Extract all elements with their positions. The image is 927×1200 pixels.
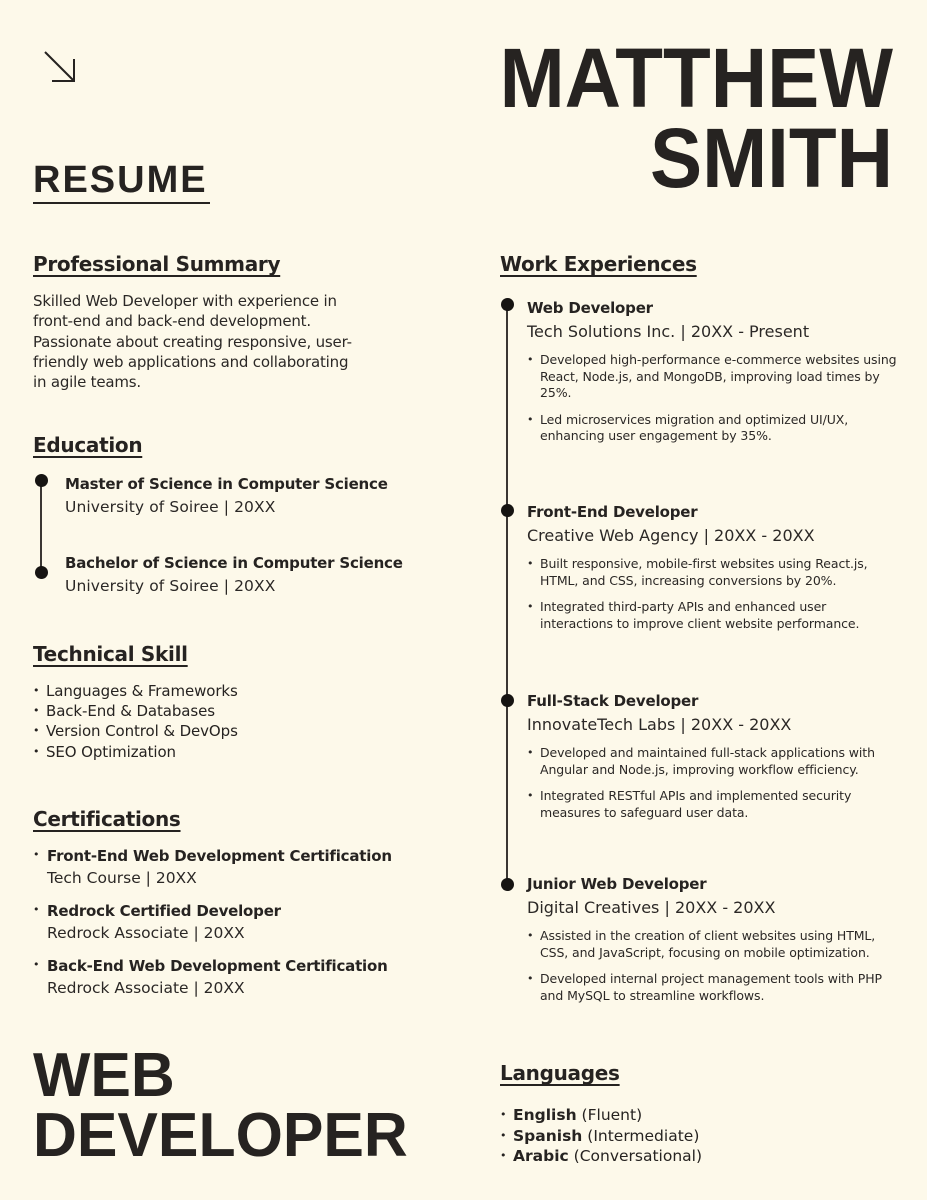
bullet: • bbox=[33, 903, 40, 916]
certifications-list bbox=[33, 847, 392, 1012]
role-line-1: WEB bbox=[33, 1041, 175, 1110]
work-timeline-dot bbox=[501, 694, 514, 707]
job-entry bbox=[527, 691, 897, 831]
job-entry bbox=[527, 298, 897, 455]
language-level: (Fluent) bbox=[581, 1106, 643, 1124]
job-title: Full-Stack Developer bbox=[527, 692, 699, 710]
job-company: Tech Solutions Inc. | 20XX - Present bbox=[527, 322, 810, 341]
name-first: MATTHEW bbox=[499, 31, 893, 125]
certification-name: Redrock Certified Developer bbox=[47, 902, 281, 920]
certification-issuer: Redrock Associate | 20XX bbox=[47, 924, 245, 942]
language-item bbox=[500, 1146, 702, 1167]
job-point: • Assisted in the creation of client websites using HTML, CSS, and JavaScript, focusing on mobile optimization. bbox=[527, 928, 897, 961]
role-line-2: DEVELOPER bbox=[33, 1101, 408, 1170]
certification-item bbox=[33, 902, 392, 942]
job-point: • Integrated third-party APIs and enhanced user interactions to improve client website performance. bbox=[527, 599, 897, 632]
certification-issuer: Tech Course | 20XX bbox=[47, 869, 197, 887]
skills-list bbox=[33, 681, 238, 762]
education-degree: Bachelor of Science in Computer Science bbox=[65, 554, 403, 572]
job-entry bbox=[527, 502, 897, 642]
resume-label: RESUME bbox=[33, 158, 210, 204]
education-timeline-dot bbox=[35, 474, 48, 487]
education-degree: Master of Science in Computer Science bbox=[65, 475, 388, 493]
work-title: Work Experiences bbox=[500, 252, 697, 276]
education-timeline-line bbox=[40, 481, 42, 573]
language-item bbox=[500, 1126, 702, 1147]
arrow-down-right-icon bbox=[43, 50, 77, 84]
language-name: English bbox=[513, 1106, 577, 1124]
skill-item: • Back-End & Databases bbox=[33, 701, 238, 721]
certification-name: Back-End Web Development Certification bbox=[47, 957, 388, 975]
education-school: University of Soiree | 20XX bbox=[65, 577, 276, 595]
education-title: Education bbox=[33, 433, 143, 457]
job-company: InnovateTech Labs | 20XX - 20XX bbox=[527, 715, 792, 734]
work-timeline-dot bbox=[501, 878, 514, 891]
job-points bbox=[527, 928, 897, 1004]
job-point: • Integrated RESTful APIs and implemented security measures to safeguard user data. bbox=[527, 788, 897, 821]
work-timeline-line bbox=[506, 302, 508, 884]
summary-text: Skilled Web Developer with experience in front-end and back-end development. Passionate about creating responsive, user-friendly web applications and collaborating in agile teams. bbox=[33, 292, 352, 392]
job-point: • Developed internal project management tools with PHP and MySQL to streamline workflows. bbox=[527, 971, 897, 1004]
job-point: • Developed high-performance e-commerce websites using React, Node.js, and MongoDB, improving load times by 25%. bbox=[527, 352, 897, 402]
certification-issuer: Redrock Associate | 20XX bbox=[47, 979, 245, 997]
language-item bbox=[500, 1105, 702, 1126]
bullet: • bbox=[33, 958, 40, 971]
job-points bbox=[527, 745, 897, 821]
job-entry bbox=[527, 874, 897, 1014]
skill-item: • Version Control & DevOps bbox=[33, 721, 238, 741]
languages-title: Languages bbox=[500, 1061, 620, 1085]
job-title: Web Developer bbox=[527, 299, 653, 317]
name-last: SMITH bbox=[649, 111, 893, 205]
job-company: Creative Web Agency | 20XX - 20XX bbox=[527, 526, 815, 545]
certification-item bbox=[33, 957, 392, 997]
job-point: • Built responsive, mobile-first websites using React.js, HTML, and CSS, increasing conversions by 20%. bbox=[527, 556, 897, 589]
job-point: • Developed and maintained full-stack applications with Angular and Node.js, improving workflow efficiency. bbox=[527, 745, 897, 778]
education-timeline-dot bbox=[35, 566, 48, 579]
job-company: Digital Creatives | 20XX - 20XX bbox=[527, 898, 776, 917]
skills-title: Technical Skill bbox=[33, 642, 188, 666]
job-title: Junior Web Developer bbox=[527, 875, 707, 893]
languages-list bbox=[500, 1105, 702, 1167]
certifications-title: Certifications bbox=[33, 807, 181, 831]
job-points bbox=[527, 556, 897, 632]
summary-title: Professional Summary bbox=[33, 252, 281, 276]
role-title bbox=[33, 1041, 408, 1170]
education-item bbox=[65, 554, 403, 595]
skill-item: • SEO Optimization bbox=[33, 742, 238, 762]
work-timeline-dot bbox=[501, 504, 514, 517]
language-name: Arabic bbox=[513, 1147, 569, 1165]
certification-name: Front-End Web Development Certification bbox=[47, 847, 392, 865]
bullet: • bbox=[33, 848, 40, 861]
certification-item bbox=[33, 847, 392, 887]
job-point: • Led microservices migration and optimized UI/UX, enhancing user engagement by 35%. bbox=[527, 412, 897, 445]
education-item bbox=[65, 475, 388, 516]
work-timeline-dot bbox=[501, 298, 514, 311]
job-points bbox=[527, 352, 897, 445]
job-title: Front-End Developer bbox=[527, 503, 698, 521]
skill-item: • Languages & Frameworks bbox=[33, 681, 238, 701]
language-level: (Intermediate) bbox=[587, 1126, 700, 1145]
education-school: University of Soiree | 20XX bbox=[65, 498, 276, 516]
language-name: Spanish bbox=[513, 1126, 583, 1145]
candidate-name bbox=[499, 31, 893, 205]
language-level: (Conversational) bbox=[573, 1147, 703, 1165]
